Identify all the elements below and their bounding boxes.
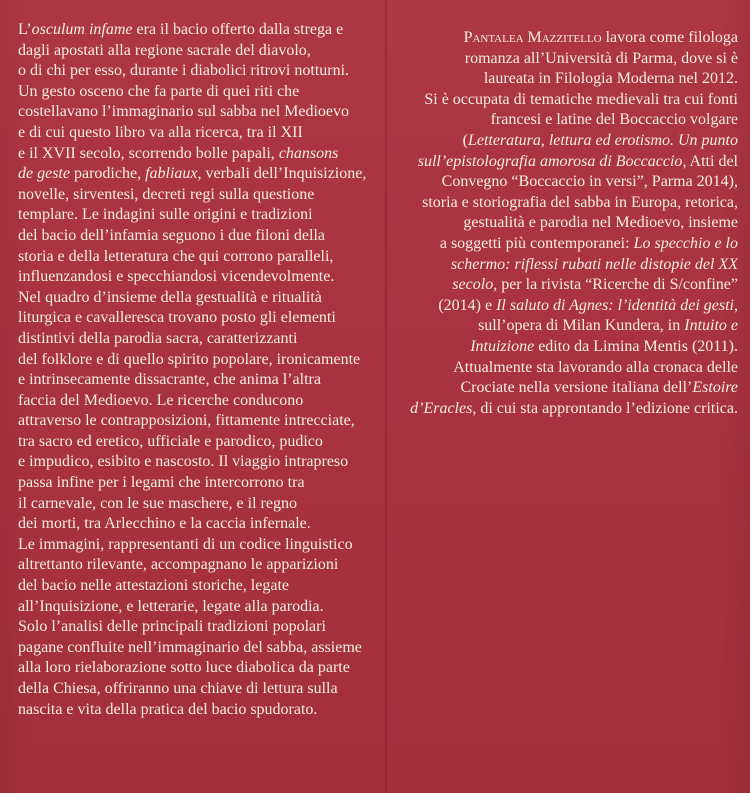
italic-title-text: Estoire (692, 379, 738, 397)
left-column-text-line (18, 391, 380, 412)
left-column-text-line (18, 494, 380, 515)
right-column-text-line (392, 255, 738, 276)
text-segment: dagli apostati alla regione sacrale del diavolo, (18, 41, 311, 59)
text-segment: Le immagini, rappresentanti di un codice linguistico (18, 535, 353, 553)
left-column-text-line (18, 617, 380, 638)
text-segment: del folklore e di quello spirito popolare, ironicamente (18, 350, 361, 368)
author-bio-column (392, 28, 738, 419)
left-column-text-line (18, 535, 380, 556)
text-segment: il carnevale, con le sue maschere, e il regno (18, 494, 297, 512)
text-segment: lavora come filologa (601, 29, 738, 46)
text-segment: , di cui sta approntando l’edizione critica. (472, 399, 738, 417)
text-segment: a soggetti più contemporanei: (439, 234, 634, 252)
text-segment: del bacio nelle attestazioni storiche, legate (18, 577, 289, 595)
text-segment: templare. Le indagini sulle origini e tradizioni (18, 206, 313, 224)
right-column-text-line (392, 49, 738, 70)
left-column-text-line (18, 41, 380, 62)
left-column-text-line (18, 350, 380, 371)
italic-title-text: de geste (18, 165, 70, 183)
left-column-text-line (18, 555, 380, 576)
text-segment: novelle, sirventesi, decreti regi sulla questione (18, 185, 315, 203)
text-segment: passa infine per i legami che intercorrono tra (18, 474, 305, 492)
left-column-text-line (18, 267, 380, 288)
right-column-text-line (392, 316, 738, 337)
text-segment: distintivi della parodia sacra, caratterizzanti (18, 329, 298, 347)
text-segment: Nel quadro d’insieme della gestualità e ritualità (18, 288, 322, 306)
left-column-text-line (18, 82, 380, 103)
italic-title-text: Intuizione (470, 337, 535, 355)
text-segment: Solo l’analisi delle principali tradizioni popolari (18, 618, 326, 636)
text-segment: faccia del Medioevo. Le ricerche conducono (18, 391, 304, 409)
left-column-text-line (18, 473, 380, 494)
right-column-text-line (392, 378, 738, 399)
left-column-text-line (18, 576, 380, 597)
text-segment: Crociate nella versione italiana dell’ (460, 379, 693, 397)
right-column-text-line (392, 296, 738, 317)
right-column-text-line (392, 213, 738, 234)
text-segment: Attualmente sta lavorando alla cronaca delle (453, 358, 738, 376)
text-segment: tra sacro ed eretico, ufficiale e parodico, pudico (18, 432, 323, 450)
italic-title-text: osculum infame (31, 21, 133, 38)
italic-title-text: d’Eracles (410, 399, 473, 417)
text-segment: nascita e vita della pratica del bacio spudorato. (18, 700, 318, 718)
right-column-text-line (392, 110, 738, 131)
left-column-text-line (18, 452, 380, 473)
right-column-text-line (392, 172, 738, 193)
text-segment: (2014) e (438, 296, 497, 314)
text-segment: , Atti del (682, 152, 738, 170)
italic-title-text: chansons (278, 144, 339, 162)
right-column-text-line (392, 131, 738, 152)
left-column-text-line (18, 185, 380, 206)
text-segment: parodiche, (69, 165, 146, 183)
text-segment: e impudico, esibito e nascosto. Il viaggio intrapreso (18, 453, 349, 471)
text-segment: francesi e latine del Boccaccio volgare (490, 111, 738, 129)
italic-title-text: Intuito e (684, 317, 738, 335)
left-column-text-line (18, 226, 380, 247)
text-segment: liturgica e cavalleresca trovano posto gli elementi (18, 309, 336, 327)
left-column-text-line (18, 597, 380, 618)
text-segment: storia e della letteratura che qui corrono paralleli, (18, 247, 334, 265)
left-column-text-line (18, 123, 380, 144)
left-column-text-line (18, 205, 380, 226)
right-column-text-line (392, 28, 738, 49)
italic-title-text: Lo specchio e lo (633, 234, 738, 252)
left-column-text-line (18, 308, 380, 329)
left-column-text-line (18, 288, 380, 309)
left-column-text-line (18, 329, 380, 350)
right-column-text-line (392, 193, 738, 214)
right-column-text-line (392, 275, 738, 296)
text-segment: L’ (18, 21, 32, 38)
text-segment: costellavano l’immaginario sul sabba nel Medioevo (18, 103, 350, 121)
text-segment: storia e storiografia del sabba in Europa, retorica, (422, 193, 738, 211)
text-segment: , verbali dell’Inquisizione, (197, 165, 367, 183)
italic-title-text: secolo (452, 276, 494, 294)
page-fold-divider (385, 0, 387, 793)
italic-title-text: Letteratura, lettura ed erotismo. Un punto (467, 131, 738, 149)
left-column-text-line (18, 164, 380, 185)
left-column-text-line (18, 432, 380, 453)
italic-title-text: fabliaux (145, 165, 198, 183)
text-segment: Un gesto osceno che fa parte di quei riti che (18, 82, 300, 100)
text-segment: sull’opera di Milan Kundera, in (478, 317, 685, 335)
italic-title-text: Il saluto di Agnes: l’identità dei gesti (496, 296, 734, 314)
text-segment: all’Inquisizione, e letterarie, legate alla parodia. (18, 597, 324, 615)
right-column-text-line (392, 234, 738, 255)
text-segment: e il XVII secolo, scorrendo bolle papali, (18, 144, 279, 162)
right-column-text-line (392, 399, 738, 420)
left-column-text-line (18, 411, 380, 432)
text-segment: e intrinsecamente dissacrante, che anima l’altra (18, 371, 321, 389)
right-column-text-line (392, 358, 738, 379)
left-column-text-line (18, 20, 380, 41)
text-segment: romanza all’Università di Parma, dove si è (464, 49, 738, 67)
text-segment: influenzandosi e specchiandosi vicendevolmente. (18, 268, 335, 286)
left-column-text-line (18, 247, 380, 268)
text-segment: gestualità e parodia nel Medioevo, insieme (463, 214, 738, 232)
right-column-text-line (392, 69, 738, 90)
text-segment: altrettanto rilevante, accompagnano le apparizioni (18, 556, 339, 574)
italic-title-text: sull’epistolografia amorosa di Boccaccio (417, 152, 683, 170)
left-column-text-line (18, 144, 380, 165)
text-segment: dei morti, tra Arlecchino e la caccia infernale. (18, 515, 311, 533)
right-column-text-line (392, 152, 738, 173)
book-synopsis-column (18, 20, 380, 720)
right-column-text-line (392, 337, 738, 358)
italic-title-text: schermo: riflessi rubati nelle distopie del XX (450, 255, 738, 273)
text-segment: della Chiesa, offriranno una chiave di lettura sulla (18, 680, 338, 697)
text-segment: edito da Limina Mentis (2011). (534, 337, 738, 355)
text-segment: , per la rivista “Ricerche di S/confine” (493, 276, 738, 294)
text-segment: o di chi per esso, durante i diabolici ritrovi notturni. (18, 62, 350, 80)
text-segment: era il bacio offerto dalla strega e (132, 21, 344, 38)
left-column-text-line (18, 700, 380, 721)
author-name: Pantalea Mazzitello (463, 29, 602, 46)
left-column-text-line (18, 370, 380, 391)
text-segment: Si è occupata di tematiche medievali tra cui fonti (424, 90, 738, 108)
left-column-text-line (18, 638, 380, 659)
left-column-text-line (18, 658, 380, 679)
text-segment: attraverso le contrapposizioni, fittamente intrecciate, (18, 412, 355, 430)
left-column-text-line (18, 514, 380, 535)
left-column-text-line (18, 679, 380, 700)
left-column-text-line (18, 61, 380, 82)
text-segment: ( (462, 131, 468, 149)
text-segment: pagane confluite nell’immaginario del sabba, assieme (18, 638, 362, 656)
text-segment: laureata in Filologia Moderna nel 2012. (483, 70, 738, 88)
left-column-text-line (18, 102, 380, 123)
text-segment: alla loro rielaborazione sotto luce diabolica da parte (18, 659, 350, 677)
text-segment: del bacio dell’infamia seguono i due filoni della (18, 226, 326, 244)
text-segment: Convegno “Boccaccio in versi”, Parma 2014), (441, 173, 738, 191)
right-column-text-line (392, 90, 738, 111)
text-segment: e di cui questo libro va alla ricerca, tra il XII (18, 123, 303, 141)
text-segment: , (734, 296, 738, 314)
